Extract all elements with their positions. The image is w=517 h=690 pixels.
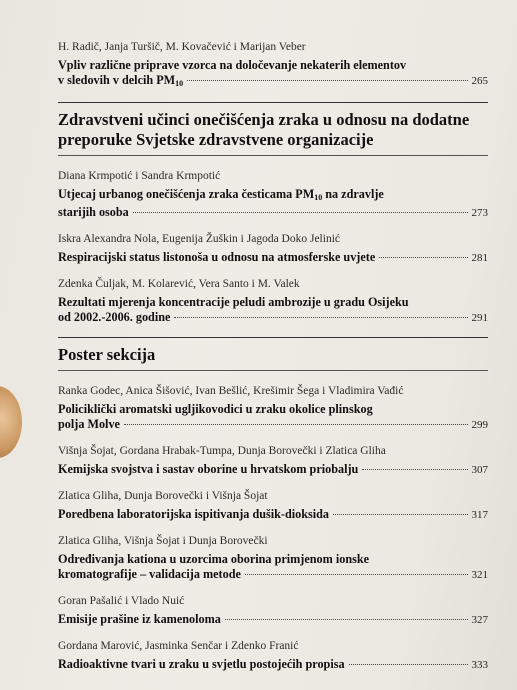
toc-entry: [58, 489, 488, 523]
entry-authors: Zdenka Čuljak, M. Kolarević, Vera Santo i M. Valek: [58, 278, 300, 290]
entry-title: [58, 58, 488, 91]
leader-dots: [362, 469, 467, 470]
leader-dots: [245, 574, 468, 575]
leader-dots: [349, 664, 468, 665]
leader-dots: [379, 257, 467, 258]
entry-title: [58, 250, 488, 266]
toc-entry: [58, 232, 488, 266]
subscript: 10: [314, 193, 323, 202]
table-of-contents: [58, 40, 488, 684]
title-line: Određivanja kationa u uzorcima oborina primjenom ionske: [58, 552, 370, 566]
toc-entry: [58, 444, 488, 478]
entry-authors: Višnja Šojat, Gordana Hrabak-Tumpa, Dunja Borovečki i Zlatica Gliha: [58, 445, 386, 457]
section-rule: [58, 155, 488, 156]
leader-dots: [124, 424, 468, 425]
entry-title: [58, 507, 488, 523]
entry-title: [58, 402, 488, 433]
title-line: v sledovih v delcih $PM_{10}$: [58, 73, 184, 88]
entry-authors: Zlatica Gliha, Dunja Borovečki i Višnja Šojat: [58, 490, 268, 502]
page-number: 299: [471, 419, 488, 431]
page-number: 291: [471, 312, 488, 324]
toc-entry: [58, 40, 488, 91]
entry-authors: Iskra Alexandra Nola, Eugenija Žuškin i Jagoda Doko Jelinić: [58, 233, 340, 245]
page-number: 281: [471, 252, 488, 264]
title-line: Vpliv različne priprave vzorca na določevanje nekaterih elementov: [58, 58, 407, 72]
toc-entry: [58, 639, 488, 673]
title-line: polja Molve: [58, 417, 120, 431]
entry-authors: Ranka Godec, Anica Šišović, Ivan Bešlić, Krešimir Šega i Vladimira Vađić: [58, 385, 404, 397]
title-line: starijih osoba: [58, 205, 129, 219]
title-line: Rezultati mjerenja koncentracije peludi ambrozije u gradu Osijeku: [58, 295, 409, 309]
entry-authors: Goran Pašalić i Vlado Nuić: [58, 595, 185, 607]
section-title: Poster sekcija: [58, 345, 156, 364]
page-number: 307: [471, 464, 488, 476]
page-number: 333: [471, 659, 488, 671]
leader-dots: [225, 619, 468, 620]
subscript: 10: [175, 79, 184, 88]
title-line: Utjecaj urbanog onečišćenja zraka česticama $PM_{10}$ na zdravlje: [58, 187, 384, 202]
title-line: Policiklički aromatski ugljikovodici u zraku okolice plinskog: [58, 402, 373, 416]
title-line: Kemijska svojstva i sastav oborine u hrvatskom priobalju: [58, 462, 359, 476]
section-heading: [58, 102, 488, 156]
title-line: Poredbena laboratorijska ispitivanja dušik-dioksida: [58, 507, 330, 521]
title-line: Emisije prašine iz kamenoloma: [58, 612, 221, 626]
toc-entry: [58, 594, 488, 628]
leader-dots: [187, 80, 467, 81]
entry-title: [58, 552, 488, 583]
leader-dots: [174, 317, 467, 318]
entry-authors: Zlatica Gliha, Višnja Šojat i Dunja Borovečki: [58, 535, 268, 547]
section-heading: [58, 337, 488, 371]
title-line: Respiracijski status listonoša u odnosu na atmosferske uvjete: [58, 250, 376, 264]
entry-title: [58, 462, 488, 478]
page-number: 265: [471, 75, 488, 87]
page-number: 317: [471, 509, 488, 521]
toc-entry: [58, 384, 488, 433]
title-line: Radioaktivne tvari u zraku u svjetlu postojećih propisa: [58, 657, 345, 671]
page-number: 273: [471, 207, 488, 219]
entry-title: [58, 612, 488, 628]
thumb: [0, 386, 22, 458]
entry-authors: H. Radič, Janja Turšič, M. Kovačević i Marijan Veber: [58, 41, 306, 53]
leader-dots: [133, 212, 468, 213]
title-line: od 2002.-2006. godine: [58, 310, 171, 324]
section-title: Zdravstveni učinci onečišćenja zraka u odnosu na dodatne preporuke Svjetske zdravstvene organizacije: [58, 110, 470, 149]
section-rule: [58, 370, 488, 371]
page-number: 321: [471, 569, 488, 581]
entry-title: [58, 295, 488, 326]
leader-dots: [333, 514, 467, 515]
title-line: kromatografije – validacija metode: [58, 567, 241, 581]
entry-authors: Diana Krmpotić i Sandra Krmpotić: [58, 170, 221, 182]
toc-entry: [58, 169, 488, 221]
entry-title: [58, 657, 488, 673]
entry-title: [58, 187, 488, 221]
toc-entry: [58, 277, 488, 326]
entry-authors: Gordana Marović, Jasminka Senčar i Zdenko Franić: [58, 640, 299, 652]
page-number: 327: [471, 614, 488, 626]
toc-entry: [58, 534, 488, 583]
